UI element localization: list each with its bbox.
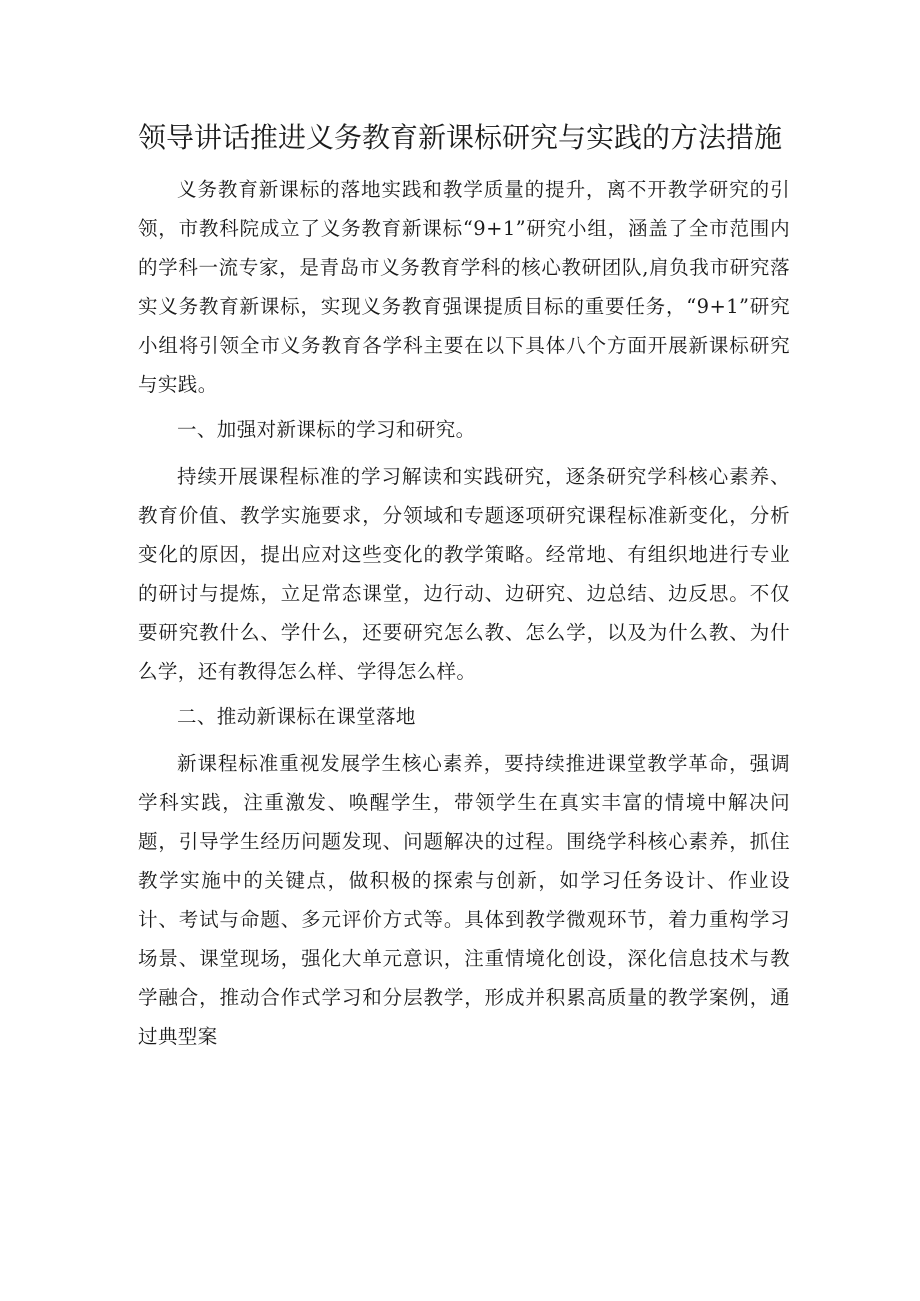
- section-heading-2: 二、推动新课标在课堂落地: [177, 705, 416, 728]
- section-heading-1: 一、加强对新课标的学习和研究。: [177, 418, 476, 441]
- paragraph-section-2: 新课程标准重视发展学生核心素养，要持续推进课堂教学革命，强调学科实践，注重激发、唤醒学生，带领学生在真实丰富的情境中解决问题，引导学生经历问题发现、问题解决的过程。围绕学科核心素养，抓住教学实施中的关键点，做积极的探索与创新，如学习任务设计、作业设计、考试与命题、多元评价方式等。具体到教学微观环节，着力重构学习场景、课堂现场，强化大单元意识，注重情境化创设，深化信息技术与教学融合，推动合作式学习和分层教学，形成并积累高质量的教学案例，通过典型案: [138, 752, 790, 1048]
- paragraph-intro: 义务教育新课标的落地实践和教学质量的提升，离不开教学研究的引领，市教科院成立了义务教育新课标“9+1”研究小组，涵盖了全市范围内的学科一流专家，是青岛市义务教育学科的核心教研团队,肩负我市研究落实义务教育新课标，实现义务教育强课提质目标的重要任务，“9+1”研究小组将引领全市义务教育各学科主要在以下具体八个方面开展新课标研究与实践。: [138, 178, 790, 396]
- paragraph-section-1: 持续开展课程标准的学习解读和实践研究，逐条研究学科核心素养、教育价值、教学实施要求，分领域和专题逐项研究课程标准新变化，分析变化的原因，提出应对这些变化的教学策略。经常地、有组织地进行专业的研讨与提炼，立足常态课堂，边行动、边研究、边总结、边反思。不仅要研究教什么、学什么，还要研究怎么教、怎么学，以及为什么教、为什么学，还有教得怎么样、学得怎么样。: [138, 465, 790, 683]
- document-body: [138, 170, 790, 1062]
- document-title: 领导讲话推进义务教育新课标研究与实践的方法措施: [138, 121, 783, 154]
